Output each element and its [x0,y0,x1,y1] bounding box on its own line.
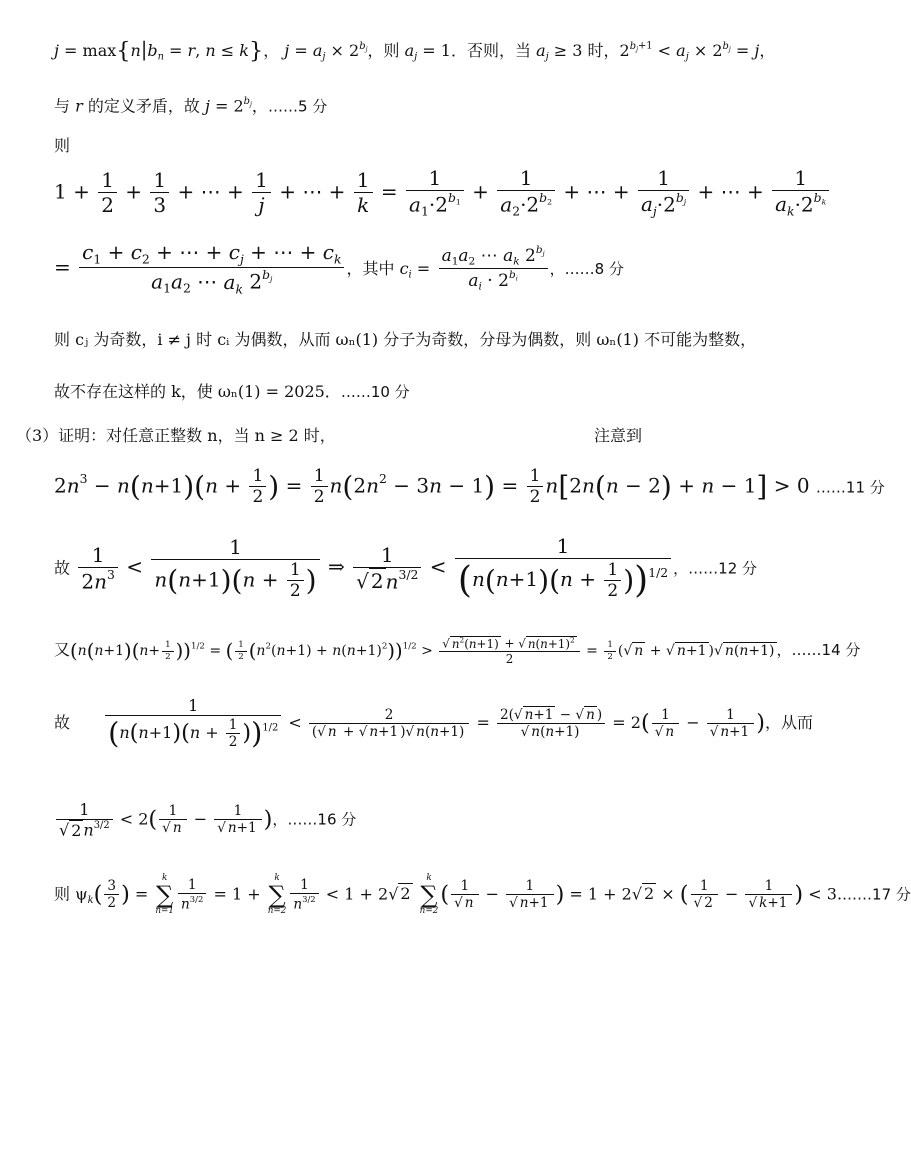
line-part3-intro [16,426,778,445]
implies-arrow: ⇒ [327,554,345,579]
score-16: ，……16 分 [272,810,357,829]
line-then: 则 [54,136,71,155]
score-14: ，……14 分 [776,641,861,660]
line-j-definition: $j = \max\{n|b_n = r$, n ≤ k}， $j = a_j \times 2^{b_j}$，则 $a_j = 1$．否则，当 $a_j \ge 3$ 时，$2^{b_j+1} < a_j \times 2^{b_j} = j$， [54,38,776,65]
line-tele-suffix: ，从而 [764,712,813,732]
line-common-denominator: = $\frac{c_1 + c_2 + \cdots + c_j + \cdots + c_k}{a_1a_2 \cdots a_k 2^{b_j}}$ ，其中 $c_i$ = $\frac{a_1a_2 \cdots a_k 2^{b_j}}{a_i \cdot 2^{b_i}}$ ，……8 分 [54,240,624,296]
line-17-prefix: 则 ψ [54,884,88,904]
line-parity: 则 cⱼ 为奇数，i ≠ j 时 cᵢ 为偶数，从而 ωₙ(1) 分子为奇数，分母为偶数，则 ωₙ(1) 不可能为整数， [54,330,757,349]
score-11: ……11 分 [815,478,885,497]
line-17: 则 $\psi_k$( $\frac{3}{2}$ ) = k ∑ n=1 $\frac{1}{n^{3/2}}$ = 1 + k ∑ n=2 $\frac{1}{n^{3/2}}$ < 1 + 2√ 2 k ∑ n=2 ( $\frac{1}{√ n}$ − $\frac{1}{√ n+1}$ ) = 1 + 2√ 2 × ( $\frac{1}{√ 2}$ − $\frac{1}{√ k+1}$ ) < 3.……17 分 [54,873,911,916]
line-inequality-11: $2n^3 - n(n+1)(n$ + $\frac{1}{2}$ ) = $\frac{1}{2}$ $n(2n^2 - 3n - 1)$ = $\frac{1}{2}$ n[2n(n − 2) + n − 1] > 0 ……11 分 [54,466,885,508]
line-telescoping-bound: 故 1 (n(n+1)(n + $\frac{1}{2}$ ))$^{1/2}$ < $\frac{2}{(√ n + √ n+1 )√ n(n+1)}$ = $\frac{2(√ n+1 - √ n )}{√ n(n+1)}$ = 2( $\frac{1}{√ n}$ − $\frac{1}{√ n+1}$ )，从而 [54,696,813,751]
no-such-k-text: 故不存在这样的 k，使 ωₙ(1) = 2025． [54,382,341,401]
score-17: ……17 分 [842,885,911,904]
line-16: $\frac{1}{√ 2 n^{3/2}}$ < 2( $\frac{1}{√ n}$ − $\frac{1}{√ n+1}$ )，……16 分 [54,800,778,840]
score-12: ，……12 分 [673,559,758,578]
line-14-prefix: 又 [54,640,71,660]
score-10: ……10 分 [340,383,410,401]
line-12: 故 $\frac{1}{2n^3}$ < 1 n(n+1)(n + $\frac{1}{2}$ ) ⇒ $\frac{1}{√ 2 n^{3/2}}$ < 1 (n(n+1)(n + $\frac{1}{2}$ ))$^{1/2}$ ，……12 分 [54,534,758,602]
line-14: 又(n(n+1)(n+ $\frac{1}{2}$ ))$^{1/2}$ = ( $\frac{1}{2}$ $(n^2(n+1) + n(n+1)^2))^{1/2}$ > $\frac{√ n^2(n+1) + √ n(n+1)^2}{2}$ = $\frac{1}{2}$ (√ n + √ n+1 )√ n(n+1) ，……14 分 [54,635,861,666]
note-observe: 注意到 [594,426,643,445]
line-contradiction: 与 r 的定义矛盾，故 $j = 2^{b_j}$，……5 分 [54,96,328,116]
part3-intro-text: （3）证明：对任意正整数 n，当 n ≥ 2 时， [16,426,336,445]
line-12-prefix: 故 [54,558,71,578]
line-harmonic-sum: 1 + $\frac{1}{2}$ + $\frac{1}{3}$ + ⋯ + $\frac{1}{j}$ + ⋯ + $\frac{1}{k}$ = $\frac{1}{a_1\cdot 2^{b_1}}$ + $\frac{1}{a_2\cdot 2^{b_2}}$ + ⋯ + $\frac{1}{a_j\cdot 2^{b_j}}$ + ⋯ + $\frac{1}{a_k\cdot 2^{b_k}}$ [54,166,778,220]
final-bound: < 3. [808,884,843,904]
score-8: ，……8 分 [549,259,624,278]
line-tele-prefix: 故 [54,712,71,732]
score-5: ……5 分 [267,97,328,116]
line-no-such-k [54,382,778,401]
